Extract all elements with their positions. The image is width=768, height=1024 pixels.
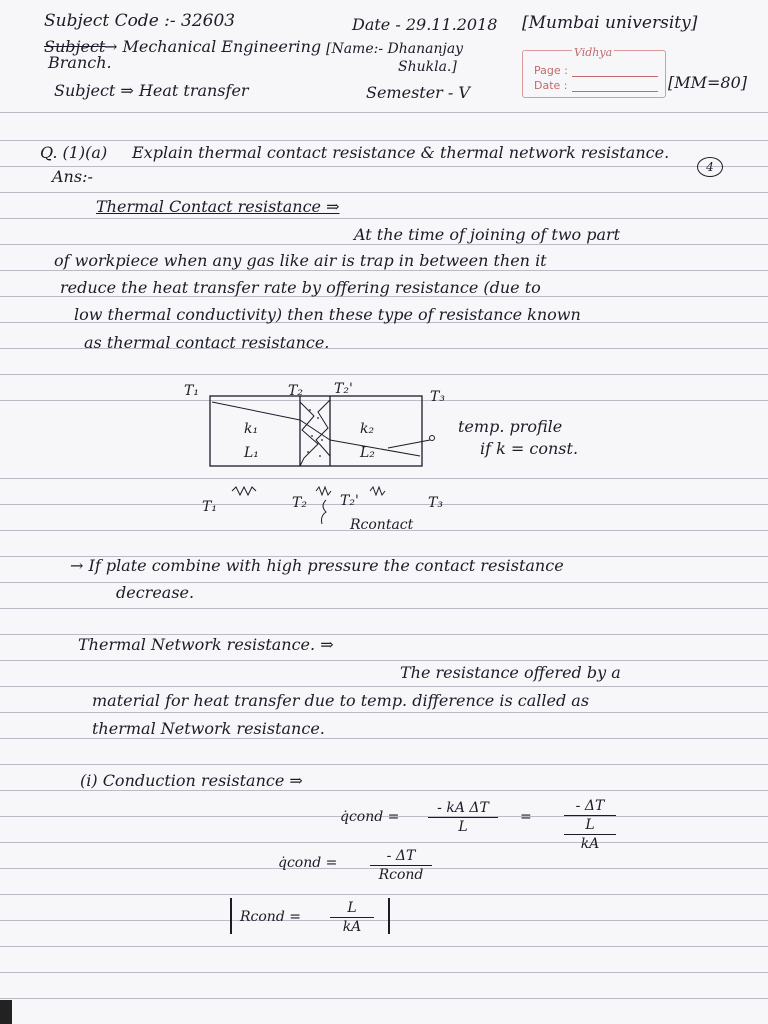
circuit-T3: T₃ xyxy=(428,495,443,511)
stamp-page-label: Page : xyxy=(534,64,568,77)
contact-line-1: At the time of joining of two part xyxy=(354,225,621,244)
rcond-num: L xyxy=(347,900,357,916)
temp-profile-condition: if k = const. xyxy=(480,439,579,458)
answer-label: Ans:- xyxy=(52,167,93,186)
rough-surface-right xyxy=(316,400,330,456)
rcond-fraction xyxy=(330,900,374,935)
stamp-brand: Vidhya xyxy=(574,46,613,59)
contact-line-3: reduce the heat transfer rate by offering resistance (due to xyxy=(60,278,541,297)
network-line-2: material for heat transfer due to temp. difference is called as xyxy=(92,691,590,710)
label-L2: L₂ xyxy=(360,445,375,461)
rcond-lhs: Rcond = xyxy=(240,909,301,925)
circuit-T2: T₂ xyxy=(292,495,307,511)
temp-profile-label: temp. profile xyxy=(458,417,563,436)
student-name-line2: Shukla.] xyxy=(398,59,457,75)
subject-struck: Subject xyxy=(44,37,106,56)
network-heading: Thermal Network resistance. ⇒ xyxy=(78,635,334,654)
pressure-note-line-2: decrease. xyxy=(116,583,195,602)
rough-surface-left xyxy=(300,402,318,466)
student-name-line1: [Name:- Dhananjay xyxy=(326,41,464,57)
profile-pointer-line xyxy=(388,440,430,448)
temp-profile-slab1 xyxy=(212,402,300,420)
eq1-fraction-2 xyxy=(564,798,616,852)
contact-line-4: low thermal conductivity) then these type of resistance known xyxy=(74,305,581,324)
network-line-3: thermal Network resistance. xyxy=(92,719,325,738)
date-text: Date - 29.11.2018 xyxy=(352,15,498,34)
eq1-den-1: L xyxy=(458,819,468,835)
fraction-bar xyxy=(564,834,616,835)
resistor-contact xyxy=(316,487,331,495)
label-T1: T₁ xyxy=(184,383,199,399)
label-k2: k₂ xyxy=(360,421,375,437)
temp-profile-slab2 xyxy=(330,440,420,456)
stamp-date-label: Date : xyxy=(534,79,568,92)
fraction-bar xyxy=(370,865,432,866)
rcond-den: kA xyxy=(342,919,362,935)
max-marks: [MM=80] xyxy=(668,73,748,92)
contact-line-5: as thermal contact resistance. xyxy=(84,333,330,352)
circuit-Rcontact: Rcontact xyxy=(350,517,414,533)
university-name: [Mumbai university] xyxy=(522,13,698,33)
eq1-equals: = xyxy=(520,809,532,825)
fraction-bar xyxy=(564,815,616,816)
question-number: Q. (1)(a) xyxy=(40,143,108,162)
eq2-lhs: q̇cond = xyxy=(278,855,338,871)
eq2-den: Rcond xyxy=(378,867,424,883)
subject-code: Subject Code :- 32603 xyxy=(44,11,236,31)
resistor-1 xyxy=(232,487,256,495)
contact-heading: Thermal Contact resistance ⇒ xyxy=(96,197,340,216)
label-T3: T₃ xyxy=(430,389,445,405)
fraction-bar xyxy=(428,817,498,818)
contact-line-2: of workpiece when any gas like air is trap in between then it xyxy=(54,251,547,270)
eq1-den-2b: kA xyxy=(580,836,600,852)
pressure-note-line-1: → If plate combine with high pressure the contact resistance xyxy=(70,556,564,575)
conduction-heading: (i) Conduction resistance ⇒ xyxy=(80,771,303,790)
profile-pointer-dot xyxy=(430,436,435,441)
semester-text: Semester - V xyxy=(366,83,470,102)
eq1-den-2a: L xyxy=(585,817,595,833)
subject-line: → Mechanical Engineering xyxy=(104,37,322,56)
circuit-T2-prime: T₂' xyxy=(340,493,359,509)
contact-brace xyxy=(322,500,327,524)
label-T2: T₂ xyxy=(288,383,303,399)
eq1-lhs: q̇cond = xyxy=(340,809,400,825)
eq1-fraction-1 xyxy=(428,800,498,835)
label-T2-prime: T₂' xyxy=(334,381,353,397)
label-k1: k₁ xyxy=(244,421,259,437)
eq1-num-2: - ΔT xyxy=(575,798,605,814)
branch-label: Branch. xyxy=(48,53,112,72)
eq1-num-1: - kA ΔT xyxy=(437,800,489,816)
resistor-2 xyxy=(370,487,385,495)
question-marks: 4 xyxy=(697,157,723,177)
label-L1: L₁ xyxy=(244,445,259,461)
eq2-num: - ΔT xyxy=(386,848,416,864)
eq2-fraction xyxy=(370,848,432,883)
network-line-1: The resistance offered by a xyxy=(400,663,621,682)
subject-topic: Subject ⇒ Heat transfer xyxy=(54,81,249,100)
circuit-T1: T₁ xyxy=(202,499,217,515)
fraction-bar xyxy=(330,917,374,918)
question-text: Explain thermal contact resistance & thermal network resistance. xyxy=(132,143,670,162)
